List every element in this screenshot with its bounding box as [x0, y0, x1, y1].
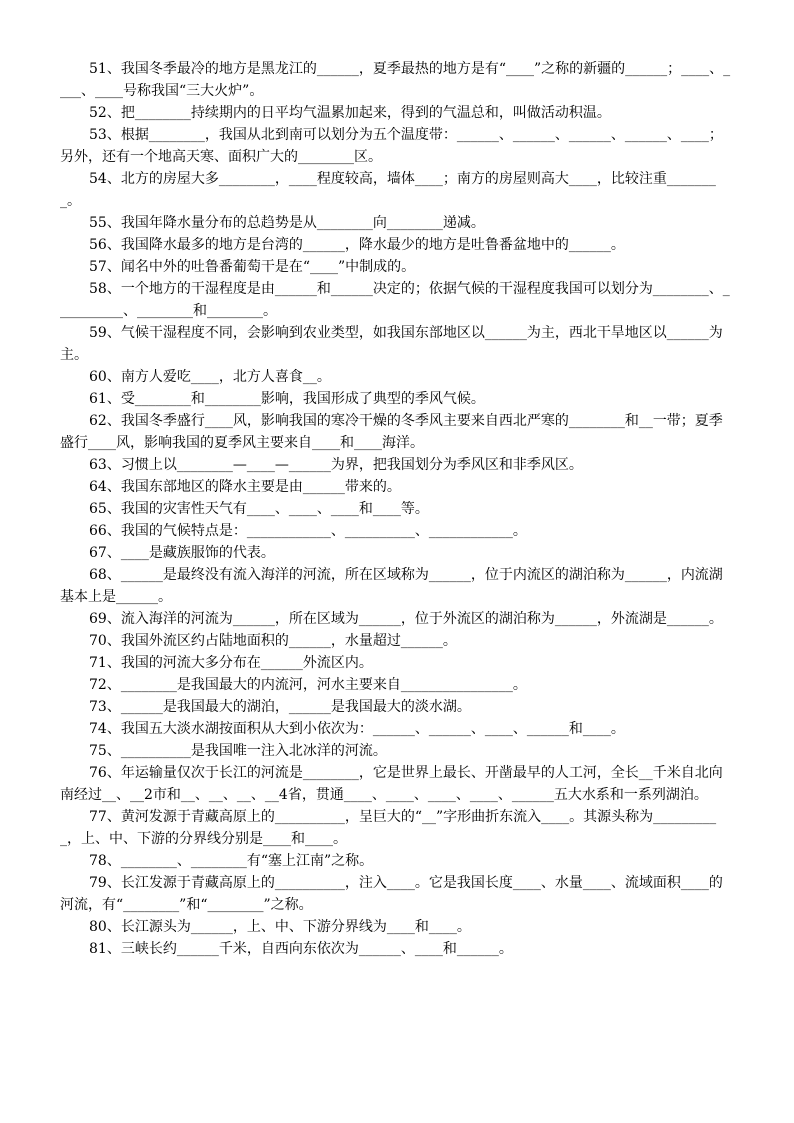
question-60: 60、南方人爱吃____，北方人喜食__。	[89, 369, 331, 385]
question-70: 70、我国外流区约占陆地面积的______，水量超过______。	[89, 633, 457, 649]
question-56: 56、我国降水最多的地方是台湾的______，降水最少的地方是吐鲁番盆地中的______。	[89, 237, 625, 253]
question-66: 66、我国的气候特点是：____________、__________、____________。	[89, 523, 527, 539]
question-57: 57、闻名中外的吐鲁番葡萄干是在“____”中制成的。	[89, 259, 416, 275]
question-72: 72、________是我国最大的内流河，河水主要来自________________。	[89, 677, 527, 693]
question-65: 65、我国的灾害性天气有____、____、____和____等。	[89, 501, 429, 517]
question-59: 59、气候干湿程度不同，会影响到农业类型，如我国东部地区以______为主，西北干旱地区以______为主。	[60, 325, 723, 363]
question-58: 58、一个地方的干湿程度是由______和______决定的；依据气候的干湿程度我国可以划分为________、__________、________和________。	[60, 281, 730, 319]
question-63: 63、习惯上以________—____—______为界，把我国划分为季风区和非季风区。	[89, 457, 583, 473]
question-77: 77、黄河发源于青藏高原上的__________，呈巨大的“__”字形曲折东流入____。其源头称为__________，上、中、下游的分界线分别是____和____。	[60, 809, 717, 847]
question-80: 80、长江源头为______，上、中、下游分界线为____和____。	[89, 919, 471, 935]
question-67: 67、____是藏族服饰的代表。	[89, 545, 275, 561]
question-68: 68、______是最终没有流入海洋的河流，所在区域称为______，位于内流区的湖泊称为______，内流湖基本上是______。	[60, 567, 723, 605]
question-62: 62、我国冬季盛行____风，影响我国的寒冷干燥的冬季风主要来自西北严寒的________和__一带；夏季盛行____风，影响我国的夏季风主要来自____和____海洋。	[60, 413, 723, 451]
question-76: 76、年运输量仅次于长江的河流是________，它是世界上最长、开凿最早的人工河，全长__千米自北向南经过__、__2市和__、__、__、__4省，贯通____、____、____、____、______五大水系和一系列湖泊。	[60, 765, 723, 803]
question-61: 61、受________和________影响，我国形成了典型的季风气候。	[89, 391, 485, 407]
question-53: 53、根据________，我国从北到南可以划分为五个温度带：______、______、______、______、____；另外，还有一个地高天寒、面积广大的________区。	[60, 127, 723, 165]
question-79: 79、长江发源于青藏高原上的__________，注入____。它是我国长度____、水量____、流域面积____的河流，有“________”和“________”之称。	[60, 875, 723, 913]
question-54: 54、北方的房屋大多________，____程度较高，墙体____；南方的房屋则高大____，比较注重________。	[60, 171, 716, 209]
question-52: 52、把________持续期内的日平均气温累加起来，得到的气温总和，叫做活动积温。	[89, 105, 611, 121]
question-51: 51、我国冬季最冷的地方是黑龙江的______，夏季最热的地方是有“____”之称的新疆的______；____、____、____号称我国“三大火炉”。	[60, 61, 731, 99]
question-64: 64、我国东部地区的降水主要是由______带来的。	[89, 479, 401, 495]
question-78: 78、________、________有“塞上江南”之称。	[89, 853, 374, 869]
question-81: 81、三峡长约______千米，自西向东依次为______、____和______。	[89, 941, 513, 957]
question-74: 74、我国五大淡水湖按面积从大到小依次为：______、______、____、______和____。	[89, 721, 625, 737]
question-list	[60, 58, 736, 960]
question-75: 75、__________是我国唯一注入北冰洋的河流。	[89, 743, 387, 759]
question-71: 71、我国的河流大多分布在______外流区内。	[89, 655, 373, 671]
question-73: 73、______是我国最大的湖泊，______是我国最大的淡水湖。	[89, 699, 471, 715]
question-69: 69、流入海洋的河流为______，所在区域为______，位于外流区的湖泊称为______，外流湖是______。	[89, 611, 723, 627]
question-55: 55、我国年降水量分布的总趋势是从________向________递减。	[89, 215, 485, 231]
